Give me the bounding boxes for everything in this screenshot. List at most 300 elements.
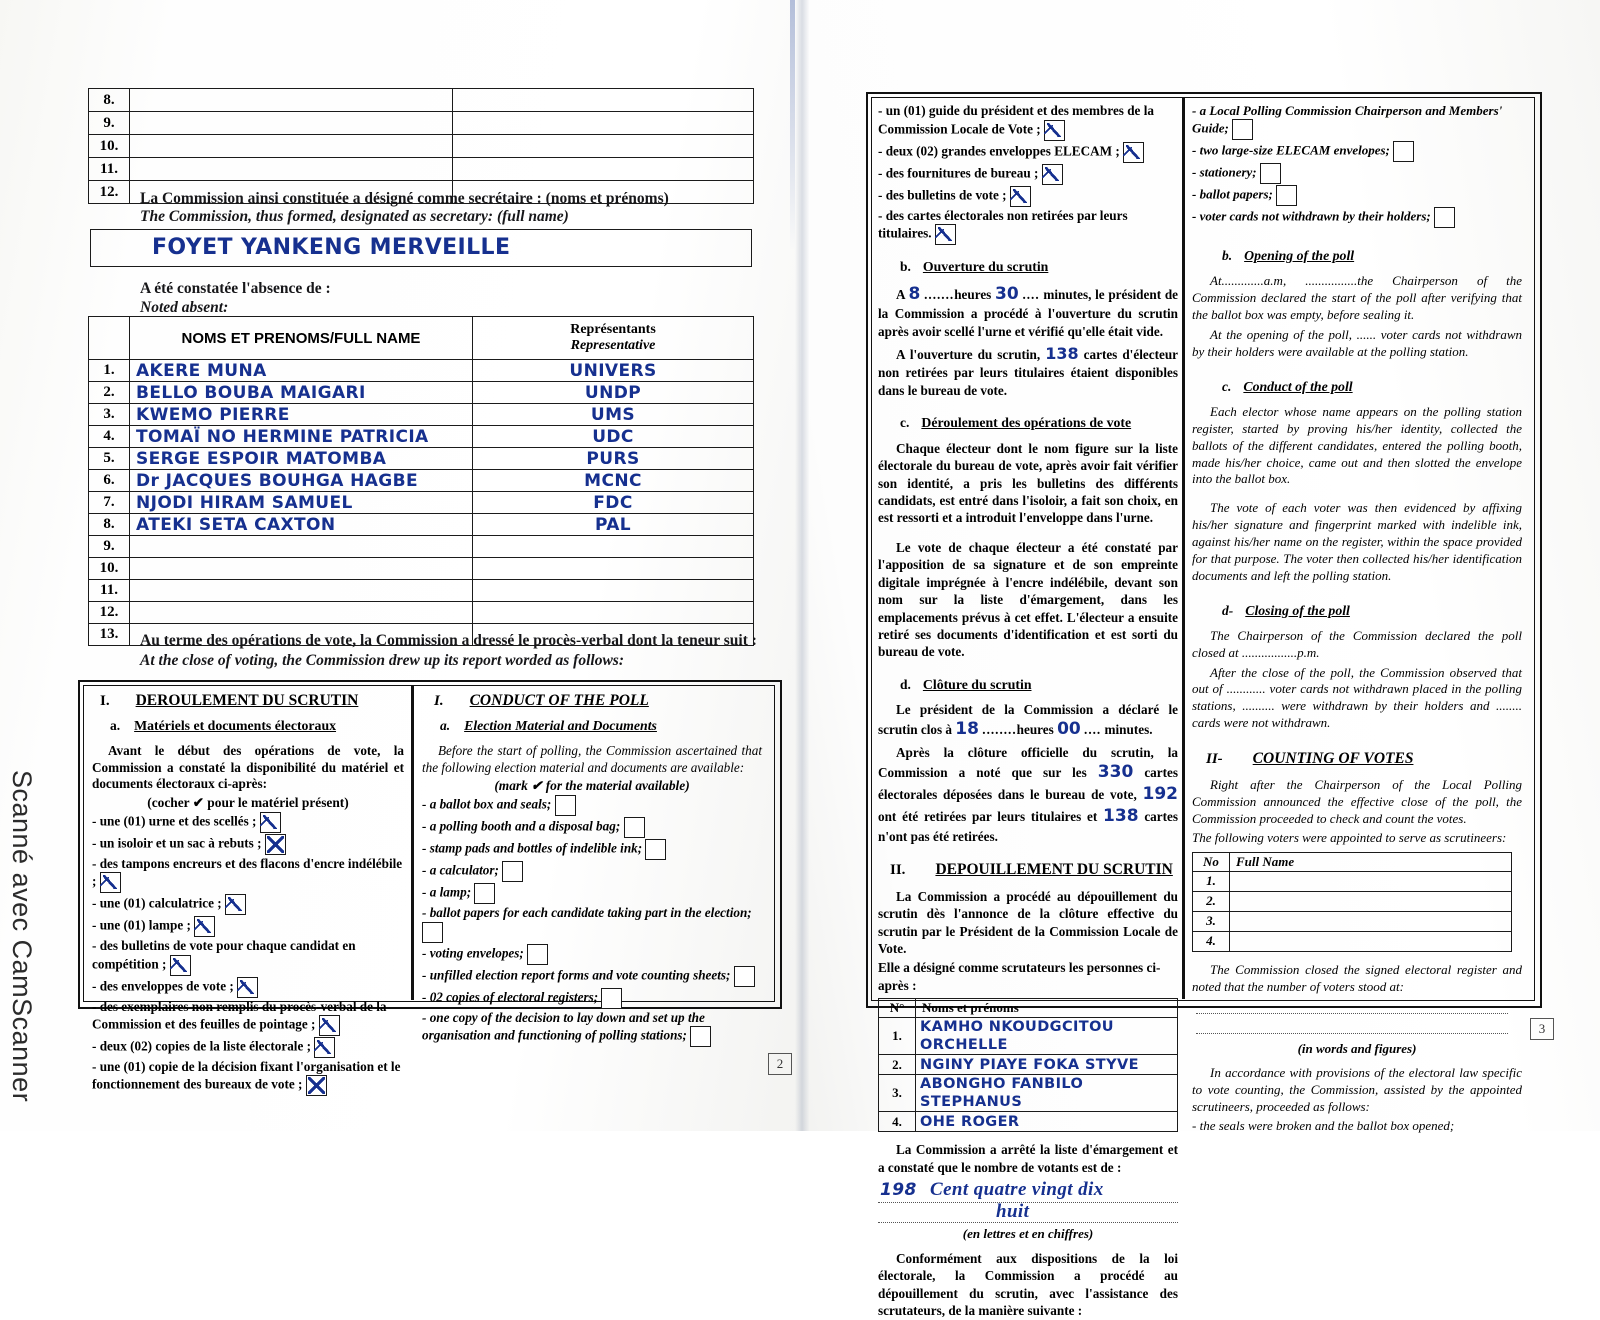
checkbox-checked[interactable] (194, 916, 215, 937)
member-name-cell[interactable] (130, 158, 453, 181)
right-fr-column: - un (01) guide du président et des membres de la Commission Locale de Vote ; - deux (02) grandes enveloppes ELECAM ; - des fournitures de bureau ; - des bulletins de vote ; - des cartes électorales non retirées par leurs titulaires. b. Ouverture du scrutin A 8 .......heures 30 .... minutes, le président de la Commission a procédé à l'ouverture du scrutin après avoir scellé l'urne et vérifié qu'elle était vide. A l'ouverture du scrutin, 138 cartes d'électeur non retirées par leurs titulaires étaient disponibles dans le bureau de vote. c. Déroulement des opérations de vote Chaque électeur dont le nom figure sur la liste électorale du bureau de vote, après avoir fait vérifier son identité, a pris les bulletins des différents candidats, est entré dans l'isoloir, a fait son choix, en est ressorti et a introduit l'enveloppe dans l'urne. Le vote de chaque électeur a été constaté par l'apposition de sa signature et de son empreinte digitale imprégnée à l'encre indélébile, devant son nom sur la liste d'émargement, dans les emplacements prévus à cet effet. L'électeur a ensuite retiré ses documents d'identification et est sorti du bureau de vote. d. Clôture du scrutin Le président de la Commission a déclaré le scrutin clos à 18 ........heures 00 .... minutes. Après la clôture officielle du scrutin, la Commission a noté que sur les 330 cartes électorales déposées dans le bureau de vote, 192 ont été retirées par leurs titulaires et 138 cartes n'ont pas été retirées. II. DEPOUILLEMENT DU SCRUTIN La Commission a procédé au dépouillement du scrutin dès l'annonce de la clôture effective du scrutin par le Président de la Commission Locale de Vote. Elle a désigné comme scrutateurs les personnes ci-après : N° Noms et prénoms 1. KAMHO NKOUDGCITOU ORCHELLE 2. NGINY PIAYE FOKA STYVE 3. ABONGHO FANBILO STEPHANUS 4. OHE ROGER La Commission a arrêté la liste d'émargement et a constaté que le nombre de votants est de : 198 Cent quatre vingt dix huit (en lettres et en chiffres) Conformément aux dispositions de la loi électorale, la Commission a procédé au dépouillement du scrutin, avec l'assistance des scrutateurs, de la manière suivante : (878, 103, 1179, 1319)
en-material-column (422, 692, 762, 1047)
checklist-item-label: - ballot papers for each candidate taking part in the election; (422, 905, 752, 921)
row-number: 3. (1193, 911, 1230, 931)
en-d-title: Closing of the poll (1245, 602, 1350, 618)
checkbox-empty[interactable] (1393, 141, 1414, 162)
fr-opening-minutes: 30 (995, 284, 1019, 305)
page-number-left: 2 (768, 1053, 792, 1075)
secretary-prompt-en-text: The Commission, thus formed, designated as secretary: (full name) (140, 208, 569, 225)
checkbox-checked[interactable] (1044, 120, 1065, 141)
table-header-row (1193, 852, 1512, 871)
fr-scrutineers-table (878, 998, 1178, 1132)
en-instruction: (mark ✔ for the material available) (494, 778, 690, 794)
row-number: 2. (1193, 891, 1230, 911)
absentee-name-cell[interactable] (130, 448, 473, 470)
checklist-item (1192, 207, 1522, 228)
scrutineer-name-handwriting: OHE ROGER (920, 1113, 1020, 1130)
checkbox-checked[interactable] (260, 812, 281, 833)
row-number: 1. (89, 360, 130, 382)
camscanner-watermark: Scanné avec CamScanner (7, 770, 37, 1103)
checkbox-empty[interactable] (601, 988, 622, 1009)
absentee-name-cell[interactable] (130, 602, 473, 624)
absentee-rep-handwriting: UNDP (584, 382, 642, 403)
en-b-p2: At the opening of the poll, ...... voter cards not withdrawn by their holders were available at the polling station. (1192, 327, 1522, 359)
checklist-item-label: - des exemplaires non remplis du procès-verbal de la Commission et des feuilles de pointage ; (92, 998, 387, 1032)
table-row (89, 602, 754, 624)
checklist-item-label: - deux (02) copies de la liste électorale ; (92, 1038, 315, 1054)
col-number: N° (879, 999, 916, 1018)
checklist-item-label: - unfilled election report forms and vote counting sheets; (422, 967, 734, 983)
secretary-prompt-fr-text: La Commission ainsi constituée a désigné comme secrétaire : (noms et prénoms) (140, 190, 669, 207)
close-note-fr: Au terme des opérations de vote, la Commission a dressé le procès-verbal dont la teneur suit : (140, 632, 757, 649)
checklist-item (92, 1037, 404, 1058)
checklist-item-label: - des fournitures de bureau ; (878, 165, 1042, 181)
checklist-item-label: - des cartes électorales non retirées par leurs titulaires. (878, 207, 1128, 241)
checklist-item (422, 966, 762, 987)
en-final-p: In accordance with provisions of the electoral law specific to vote counting, the Commission, assisted by the appointed scrutineers, proceeded as follows: (1192, 1065, 1522, 1115)
absentee-name-cell[interactable] (130, 470, 473, 492)
checklist-item (422, 988, 762, 1009)
en-c-p2: The vote of each voter was then evidenced by affixing his/her signature and fingerprint marked with indelible ink, against his/her name on the register, within the space provided for that purpose. The voter then collected his/her identification documents and left the polling station. (1192, 500, 1522, 583)
checkbox-checked[interactable] (314, 1037, 335, 1058)
checkbox-checked[interactable] (237, 977, 258, 998)
scrutineer-name-cell[interactable] (916, 1018, 1178, 1055)
member-name-cell[interactable] (130, 135, 453, 158)
fr-d2-post: cartes n'ont pas été retirées. (878, 809, 1178, 844)
checklist-item (92, 812, 404, 833)
row-number: 4. (879, 1112, 916, 1132)
en-section-numeral: I. (434, 693, 444, 709)
checklist-item-label: - a lamp; (422, 884, 475, 900)
member-rep-cell[interactable] (453, 135, 754, 158)
row-number: 10. (89, 558, 130, 580)
checklist-item (878, 186, 1178, 207)
checklist-item-label: - deux (02) grandes enveloppes ELECAM ; (878, 143, 1124, 159)
fr-d2-pre: Après la clôture officielle du scrutin, la Commission a noté que sur les (878, 745, 1178, 781)
row-number: 6. (89, 470, 130, 492)
checkbox-empty[interactable] (555, 795, 576, 816)
en-ii-p2: The following voters were appointed to serve as scrutineers: (1192, 829, 1507, 845)
checklist-item (422, 883, 762, 904)
fr-section-numeral: I. (100, 693, 110, 709)
checklist-item-label: - voting envelopes; (422, 945, 528, 961)
fr-b2-pre: A l'ouverture du scrutin, (896, 346, 1041, 362)
absentee-rep-cell[interactable] (473, 470, 754, 492)
fr-d-mid: heures (1016, 721, 1054, 737)
absentee-rep-cell[interactable] (473, 536, 754, 558)
scrutineer-name-cell[interactable] (1230, 871, 1512, 891)
checkbox-empty[interactable] (1276, 185, 1297, 206)
table-row (89, 470, 754, 492)
checklist-item (92, 938, 404, 975)
absentee-rep-handwriting: UNIVERS (569, 360, 657, 381)
fr-d2-mid2: ont été retirées par leurs titulaires et (878, 809, 1098, 825)
en-ii-numeral: II- (1206, 751, 1223, 768)
fr-instruction: (cocher ✔ pour le matériel présent) (147, 794, 349, 810)
absentee-name-handwriting: ATEKI SETA CAXTON (136, 514, 336, 535)
fr-ii-p2: Elle a désigné comme scrutateurs les personnes ci-après : (878, 960, 1161, 993)
checkbox-empty[interactable] (527, 944, 548, 965)
absentee-name-cell[interactable] (130, 536, 473, 558)
checkbox-checked[interactable] (1042, 164, 1063, 185)
absentee-rep-cell[interactable] (473, 448, 754, 470)
checkbox-checked[interactable] (100, 872, 121, 893)
checkbox-empty[interactable] (624, 817, 645, 838)
checkbox-empty[interactable] (690, 1026, 711, 1047)
fr-opening-hours: 8 (908, 284, 921, 305)
checkbox-empty[interactable] (645, 839, 666, 860)
scrutineer-name-cell[interactable] (1230, 891, 1512, 911)
absentee-name-handwriting: KWEMO PIERRE (136, 404, 290, 425)
row-number: 8. (89, 514, 130, 536)
fr-cards-deposited: 330 (1097, 762, 1134, 783)
checklist-item-label: - 02 copies of electoral registers; (422, 989, 602, 1005)
fr-d-title: Clôture du scrutin (922, 676, 1032, 692)
checklist-item (422, 905, 762, 942)
scrutineer-name-handwriting: NGINY PIAYE FOKA STYVE (920, 1056, 1139, 1073)
table-row (89, 158, 754, 181)
absentee-name-cell[interactable] (130, 404, 473, 426)
absentee-rep-handwriting: FDC (593, 492, 633, 513)
en-c-letter: c. (1222, 378, 1232, 394)
en-scrutineers-table (1192, 852, 1512, 952)
absentee-name-cell[interactable] (130, 426, 473, 448)
fr-closing-minutes: 00 (1057, 718, 1081, 739)
col-full-name: Full Name (1230, 852, 1512, 871)
checklist-item (422, 1010, 762, 1047)
fr-opening-cards: 138 (1045, 343, 1079, 363)
row-number: 1. (1193, 871, 1230, 891)
checklist-item (878, 103, 1178, 141)
scrutineer-name-cell[interactable] (1230, 911, 1512, 931)
fr-voters-words-2: huit (996, 1201, 1030, 1223)
table-row (1193, 911, 1512, 931)
absentee-name-handwriting: BELLO BOUBA MAIGARI (136, 382, 366, 403)
en-ii-p1: Right after the Chairperson of the Local Polling Commission announced the effective close of the poll, the Commission proceeded to check and count the votes. (1192, 777, 1522, 826)
absentee-rep-cell[interactable] (473, 602, 754, 624)
fr-cards-withdrawn: 192 (1142, 784, 1178, 805)
page-number-right: 3 (1530, 1018, 1554, 1040)
row-number: 11. (89, 158, 130, 181)
fr-voters-intro: La Commission a arrêté la liste d'émargement et a constaté que le nombre de votants est de : (878, 1142, 1178, 1175)
checklist-item-label: - des bulletins de vote pour chaque candidat en compétition ; (92, 938, 356, 972)
row-number: 2. (89, 382, 130, 404)
fr-section-title: DEROULEMENT DU SCRUTIN (135, 692, 359, 709)
row-number: 12. (89, 181, 130, 204)
absentee-rep-handwriting: UDC (592, 426, 634, 447)
table-row (1193, 891, 1512, 911)
checklist-item (878, 208, 1178, 246)
close-note-en: At the close of voting, the Commission drew up its report worded as follows: (140, 652, 624, 669)
checklist-item-label: - a calculator; (422, 862, 503, 878)
fr-cards-not-withdrawn: 138 (1103, 806, 1139, 827)
table-row (89, 382, 754, 404)
table-row (89, 112, 754, 135)
table-header-row (89, 317, 754, 360)
en-subsection-title: Election Material and Documents (464, 718, 657, 733)
checkbox-empty[interactable] (502, 861, 523, 882)
checklist-item (92, 834, 404, 855)
table-row (879, 1055, 1178, 1075)
row-number: 9. (89, 112, 130, 135)
secretary-prompt-fr (140, 190, 760, 208)
row-number: 4. (89, 426, 130, 448)
checklist-item (92, 856, 404, 893)
checkbox-crossed[interactable] (265, 834, 286, 855)
checkbox-checked[interactable] (319, 1015, 340, 1036)
checklist-item (92, 1059, 404, 1096)
absentee-rep-cell[interactable] (473, 558, 754, 580)
fr-ii-numeral: II. (890, 861, 906, 878)
checklist-item (92, 999, 404, 1036)
absentee-name-handwriting: SERGE ESPOIR MATOMBA (136, 448, 387, 469)
scrutineer-name-cell[interactable] (1230, 931, 1512, 951)
checklist-item-label: - un isoloir et un sac à rebuts ; (92, 835, 265, 851)
absentee-name-handwriting: AKERE MUNA (136, 360, 267, 381)
fr-voters-caption: (en lettres et en chiffres) (962, 1226, 1094, 1242)
fr-c-p1: Chaque électeur dont le nom figure sur la liste électorale du bureau de vote, après avoir fait vérifier son identité, a pris les bulletins des différents candidats, est entré dans l'isoloir, a fait son choix, en est ressorti et a introduit l'enveloppe dans l'urne. (878, 440, 1178, 526)
en-material-checklist (422, 795, 762, 1047)
right-en-column (1192, 102, 1522, 1135)
commission-members-table (88, 88, 754, 204)
member-rep-cell[interactable] (453, 112, 754, 135)
checkbox-checked[interactable] (1123, 142, 1144, 163)
checklist-item-label: - ballot papers; (1192, 186, 1277, 202)
absentee-rep-handwriting: PURS (586, 448, 640, 469)
fr-b-mid: heures (954, 287, 992, 303)
en-section-title: CONDUCT OF THE POLL (469, 692, 649, 709)
scrutineer-name-cell[interactable] (916, 1055, 1178, 1075)
absentee-rep-handwriting: MCNC (584, 470, 642, 491)
member-name-cell[interactable] (130, 89, 453, 112)
row-number: 4. (1193, 931, 1230, 951)
checkbox-empty[interactable] (1434, 207, 1455, 228)
checklist-item-label: - a ballot box and seals; (422, 796, 555, 812)
en-b-title: Opening of the poll (1244, 248, 1355, 264)
row-number: 3. (89, 404, 130, 426)
fr-ii-title: DEPOUILLEMENT DU SCRUTIN (935, 860, 1173, 878)
fr-b-post: minutes, le président de la Commission a procédé à l'ouverture du scrutin après avoir scellé l'urne et vérifié qu'elle était vide. (878, 287, 1179, 339)
table-row (89, 404, 754, 426)
col-number (89, 317, 130, 360)
checkbox-checked[interactable] (935, 224, 956, 245)
checklist-item-label: - une (01) lampe ; (92, 917, 195, 933)
fr-d-post: minutes. (1104, 721, 1153, 737)
col-full-name: Noms et prénoms (916, 999, 1178, 1018)
en-final-p2: - the seals were broken and the ballot box opened; (1192, 1118, 1455, 1134)
fr-b-pre: A (896, 287, 905, 303)
table-row (89, 514, 754, 536)
member-rep-cell[interactable] (453, 89, 754, 112)
fr-c-letter: c. (900, 414, 910, 430)
checklist-item-label: - un (01) guide du président et des membres de la Commission Locale de Vote ; (878, 103, 1154, 137)
table-header-row (879, 999, 1178, 1018)
absentee-name-cell[interactable] (130, 492, 473, 514)
en-voters-caption: (in words and figures) (1297, 1041, 1417, 1057)
member-name-cell[interactable] (130, 112, 453, 135)
table-row (89, 426, 754, 448)
checklist-item-label: - des bulletins de vote ; (878, 187, 1010, 203)
panel-column-divider (411, 685, 414, 1000)
fr-b-letter: b. (900, 259, 911, 275)
row-number: 3. (879, 1075, 916, 1112)
checklist-item (92, 916, 404, 937)
fr-material-checklist (92, 812, 404, 1096)
secretary-prompt-en (140, 208, 760, 226)
en-c-title: Conduct of the poll (1243, 378, 1353, 394)
absentee-rep-cell[interactable] (473, 580, 754, 602)
scrutineer-name-cell[interactable] (916, 1112, 1178, 1132)
table-row (1193, 931, 1512, 951)
checklist-item-label: - stationery; (1192, 164, 1260, 180)
checklist-item (422, 817, 762, 838)
checkbox-checked[interactable] (225, 894, 246, 915)
table-row (89, 89, 754, 112)
noted-absent-table (88, 316, 754, 646)
checklist-item-label: - voter cards not withdrawn by their holders; (1192, 208, 1434, 224)
row-number: 13. (89, 624, 130, 646)
checklist-item-label: - one copy of the decision to lay down and set up the organisation and functioning of polling stations; (422, 1009, 705, 1043)
table-row (879, 1112, 1178, 1132)
en-c-p1: Each elector whose name appears on the polling station register, started by proving his/her identity, collected the ballots of the different candidates, entered the polling booth, made his/her choice, came out and then slotted the envelope into the ballot box. (1192, 403, 1522, 487)
fr-subsection-title: Matériels et documents électoraux (134, 718, 337, 733)
checklist-item-label: - une (01) urne et des scellés ; (92, 813, 260, 829)
fr-d-pre: Le président de la Commission a déclaré le scrutin clos à (878, 701, 1178, 737)
page-gutter-shadow (795, 0, 809, 1131)
checkbox-empty[interactable] (1260, 163, 1281, 184)
checkbox-checked[interactable] (1010, 186, 1031, 207)
fr-b2-post: cartes d'électeur non retirées par leurs titulaires étaient disponibles dans le bureau de vote. (878, 346, 1179, 398)
checkbox-empty[interactable] (474, 883, 495, 904)
absentee-name-handwriting: Dr JACQUES BOUHGA HAGBE (136, 470, 418, 491)
checkbox-empty[interactable] (422, 922, 443, 943)
col-number: No (1193, 852, 1230, 871)
checklist-item-label: - une (01) copie de la décision fixant l'organisation et le fonctionnement des bureaux de vote ; (92, 1058, 401, 1092)
absent-label-fr: A été constatée l'absence de : (140, 280, 331, 297)
checklist-item (92, 977, 404, 998)
absentee-name-handwriting: NJODI HIRAM SAMUEL (136, 492, 353, 513)
en-b-letter: b. (1222, 248, 1233, 264)
fr-c-title: Déroulement des opérations de vote (921, 414, 1132, 430)
absent-label-en: Noted absent: (140, 299, 229, 316)
absentee-name-cell[interactable] (130, 382, 473, 404)
checklist-item-label: - une (01) calculatrice ; (92, 895, 225, 911)
table-row (879, 1075, 1178, 1112)
checkbox-empty[interactable] (734, 966, 755, 987)
table-row (89, 536, 754, 558)
checklist-item (422, 795, 762, 816)
absentee-rep-cell[interactable] (473, 492, 754, 514)
fr-subsection-letter: a. (110, 718, 121, 733)
row-number: 2. (879, 1055, 916, 1075)
row-number: 9. (89, 536, 130, 558)
checklist-item (1192, 103, 1522, 140)
absentee-rep-cell[interactable] (473, 382, 754, 404)
right-fr-material-checklist (878, 103, 1178, 245)
absentee-name-cell[interactable] (130, 360, 473, 382)
absentee-rep-cell[interactable] (473, 426, 754, 448)
checklist-item-label: - a polling booth and a disposal bag; (422, 818, 624, 834)
en-voters-intro: The Commission closed the signed electoral register and noted that the number of voters stood at: (1192, 961, 1522, 994)
row-number: 1. (879, 1018, 916, 1055)
page-edge-tint (790, 0, 795, 250)
checklist-item-label: - stamp pads and bottles of indelible ink; (422, 840, 646, 856)
en-d-p2: After the close of the poll, the Commission observed that out of ............ voter cards not withdrawn placed in the polling stations, .......... were withdrawn by their holders and ........ cards were not withdrawn. (1192, 664, 1522, 731)
fr-closing-hours: 18 (955, 718, 979, 739)
absentee-rep-handwriting: UMS (590, 404, 636, 425)
fr-voters-words-1: Cent quatre vingt dix (930, 1179, 1104, 1201)
table-row (89, 580, 754, 602)
absentee-rep-cell[interactable] (473, 514, 754, 536)
en-d-p1: The Chairperson of the Commission declared the poll closed at .................p.m. (1192, 627, 1522, 660)
checkbox-empty[interactable] (1232, 119, 1253, 140)
checklist-item (92, 894, 404, 915)
fr-final-p: Conformément aux dispositions de la loi électorale, la Commission a procédé au dépouillement du scrutin, avec l'assistance des scrutateurs, de la manière suivante : (878, 1251, 1178, 1319)
right-en-material-checklist (1192, 103, 1522, 228)
en-body-text: Before the start of polling, the Commission ascertained that the following election material and documents are available: (422, 743, 762, 775)
scrutineer-name-handwriting: ABONGHO FANBILO STEPHANUS (920, 1076, 1084, 1111)
table-row (89, 558, 754, 580)
en-ii-title: COUNTING OF VOTES (1252, 750, 1414, 768)
fr-d2-mid: cartes électorales déposées dans le bureau de vote, (878, 765, 1178, 803)
fr-voters-figure: 198 (880, 1180, 917, 1201)
fr-ii-p1: La Commission a procédé au dépouillement du scrutin dès l'annonce de la clôture effective du scrutin par le Président de la Commission Locale de Vote. (878, 888, 1178, 956)
absentee-name-cell[interactable] (130, 514, 473, 536)
right-panel-column-divider (1182, 97, 1185, 999)
absentee-rep-cell[interactable] (473, 360, 754, 382)
fr-d-letter: d. (900, 676, 911, 692)
fr-c-p2: Le vote de chaque électeur a été constaté par l'apposition de sa signature et de son empreinte digitale imprégnée à l'encre indélébile, devant son nom sur la liste d'émargement, dans les emplacements prévus à cet effet. L'électeur a ensuite retiré ses documents d'identification et est sorti du bureau de vote. (878, 539, 1178, 660)
en-b-p1: At.............a.m, ................the Chairperson of the Commission declared the start of the poll after verifying that the ballot box was empty, before sealing it. (1192, 273, 1522, 323)
en-d-letter: d- (1222, 602, 1234, 618)
checklist-item (1192, 141, 1522, 162)
row-number: 8. (89, 89, 130, 112)
table-row (879, 1018, 1178, 1055)
checkbox-crossed[interactable] (306, 1075, 327, 1096)
secretary-name-handwriting: FOYET YANKENG MERVEILLE (152, 235, 511, 260)
checkbox-checked[interactable] (170, 955, 191, 976)
absentee-name-cell[interactable] (130, 558, 473, 580)
row-number: 10. (89, 135, 130, 158)
absentee-name-cell[interactable] (130, 580, 473, 602)
table-row (89, 135, 754, 158)
scrutineer-name-handwriting: KAMHO NKOUDGCITOU ORCHELLE (920, 1019, 1114, 1054)
checklist-item (1192, 185, 1522, 206)
checklist-item (878, 142, 1178, 163)
row-number: 12. (89, 602, 130, 624)
fr-body-text: Avant le début des opérations de vote, la Commission a constaté la disponibilité du matériel et documents électoraux ci-après: (92, 743, 404, 792)
col-full-name: NOMS ET PRENOMS/FULL NAME (130, 317, 473, 360)
table-row (89, 448, 754, 470)
checklist-item (422, 839, 762, 860)
row-number: 11. (89, 580, 130, 602)
absentee-rep-cell[interactable] (473, 404, 754, 426)
col-representative: Représentants Representative (473, 317, 754, 360)
checklist-item-label: - des tampons encreurs et des flacons d'encre indélébile ; (92, 855, 403, 889)
table-row (89, 360, 754, 382)
checklist-item-label: - a Local Polling Commission Chairperson and Members' Guide; (1192, 103, 1503, 136)
checklist-item (422, 861, 762, 882)
scrutineer-name-cell[interactable] (916, 1075, 1178, 1112)
row-number: 5. (89, 448, 130, 470)
checklist-item (422, 944, 762, 965)
checklist-item (1192, 163, 1522, 184)
absentee-name-handwriting: TOMAÏ NO HERMINE PATRICIA (136, 426, 429, 447)
absentee-rep-handwriting: PAL (594, 514, 632, 535)
checklist-item (878, 164, 1178, 185)
member-rep-cell[interactable] (453, 158, 754, 181)
